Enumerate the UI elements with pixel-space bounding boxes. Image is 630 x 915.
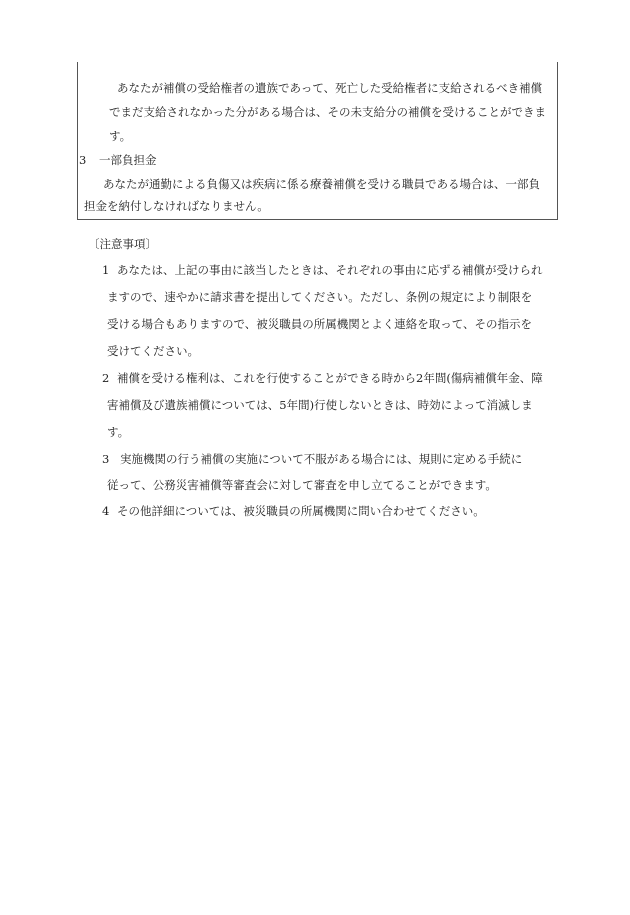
box-para1-line-2: でまだ支給されなかった分がある場合は、その未支給分の補償を受けることができま (109, 105, 546, 119)
note-3-line-2: 従って、公務災害補償等審査会に対して審査を申し立てることができます。 (107, 478, 497, 492)
section3-number: 3 (79, 153, 87, 167)
note-3-number: 3 (102, 452, 110, 466)
note-2-line-2: 害補償及び遺族補償については、5年間)行使しないときは、時効によって消滅しま (107, 398, 533, 412)
note-1-line-3: 受ける場合もありますので、被災職員の所属機関とよく連絡を取って、その指示を (107, 317, 533, 331)
section3-text-line-2: 担金を納付しなければなりません。 (84, 199, 269, 213)
box-para1-line-3: す。 (109, 129, 132, 143)
note-2-line-3: す。 (107, 425, 130, 439)
section3-text-line-1: あなたが通勤による負傷又は疾病に係る療養補償を受ける職員である場合は、一部負 (103, 177, 540, 191)
note-2-number: 2 (102, 371, 110, 385)
box-para1-line-1: あなたが補償の受給権者の遺族であって、死亡した受給権者に支給されるべき補償 (117, 81, 543, 95)
note-2-line-1: 補償を受ける権利は、これを行使することができる時から2年間(傷病補償年金、障 (117, 371, 543, 385)
note-1-line-2: ますので、速やかに請求書を提出してください。ただし、条例の規定により制限を (107, 290, 533, 304)
notes-heading: 〔注意事項〕 (88, 237, 157, 251)
note-4-line-1: その他詳細については、被災職員の所属機関に問い合わせてください。 (117, 504, 485, 518)
note-4-number: 4 (102, 504, 110, 518)
note-3-line-1: 実施機関の行う補償の実施について不服がある場合には、規則に定める手続に (120, 452, 523, 466)
section3-title: 一部負担金 (99, 153, 157, 167)
note-1-number: 1 (102, 263, 110, 277)
note-1-line-1: あなたは、上記の事由に該当したときは、それぞれの事由に応ずる補償が受けられ (117, 263, 543, 277)
note-1-line-4: 受けてください。 (107, 344, 199, 358)
